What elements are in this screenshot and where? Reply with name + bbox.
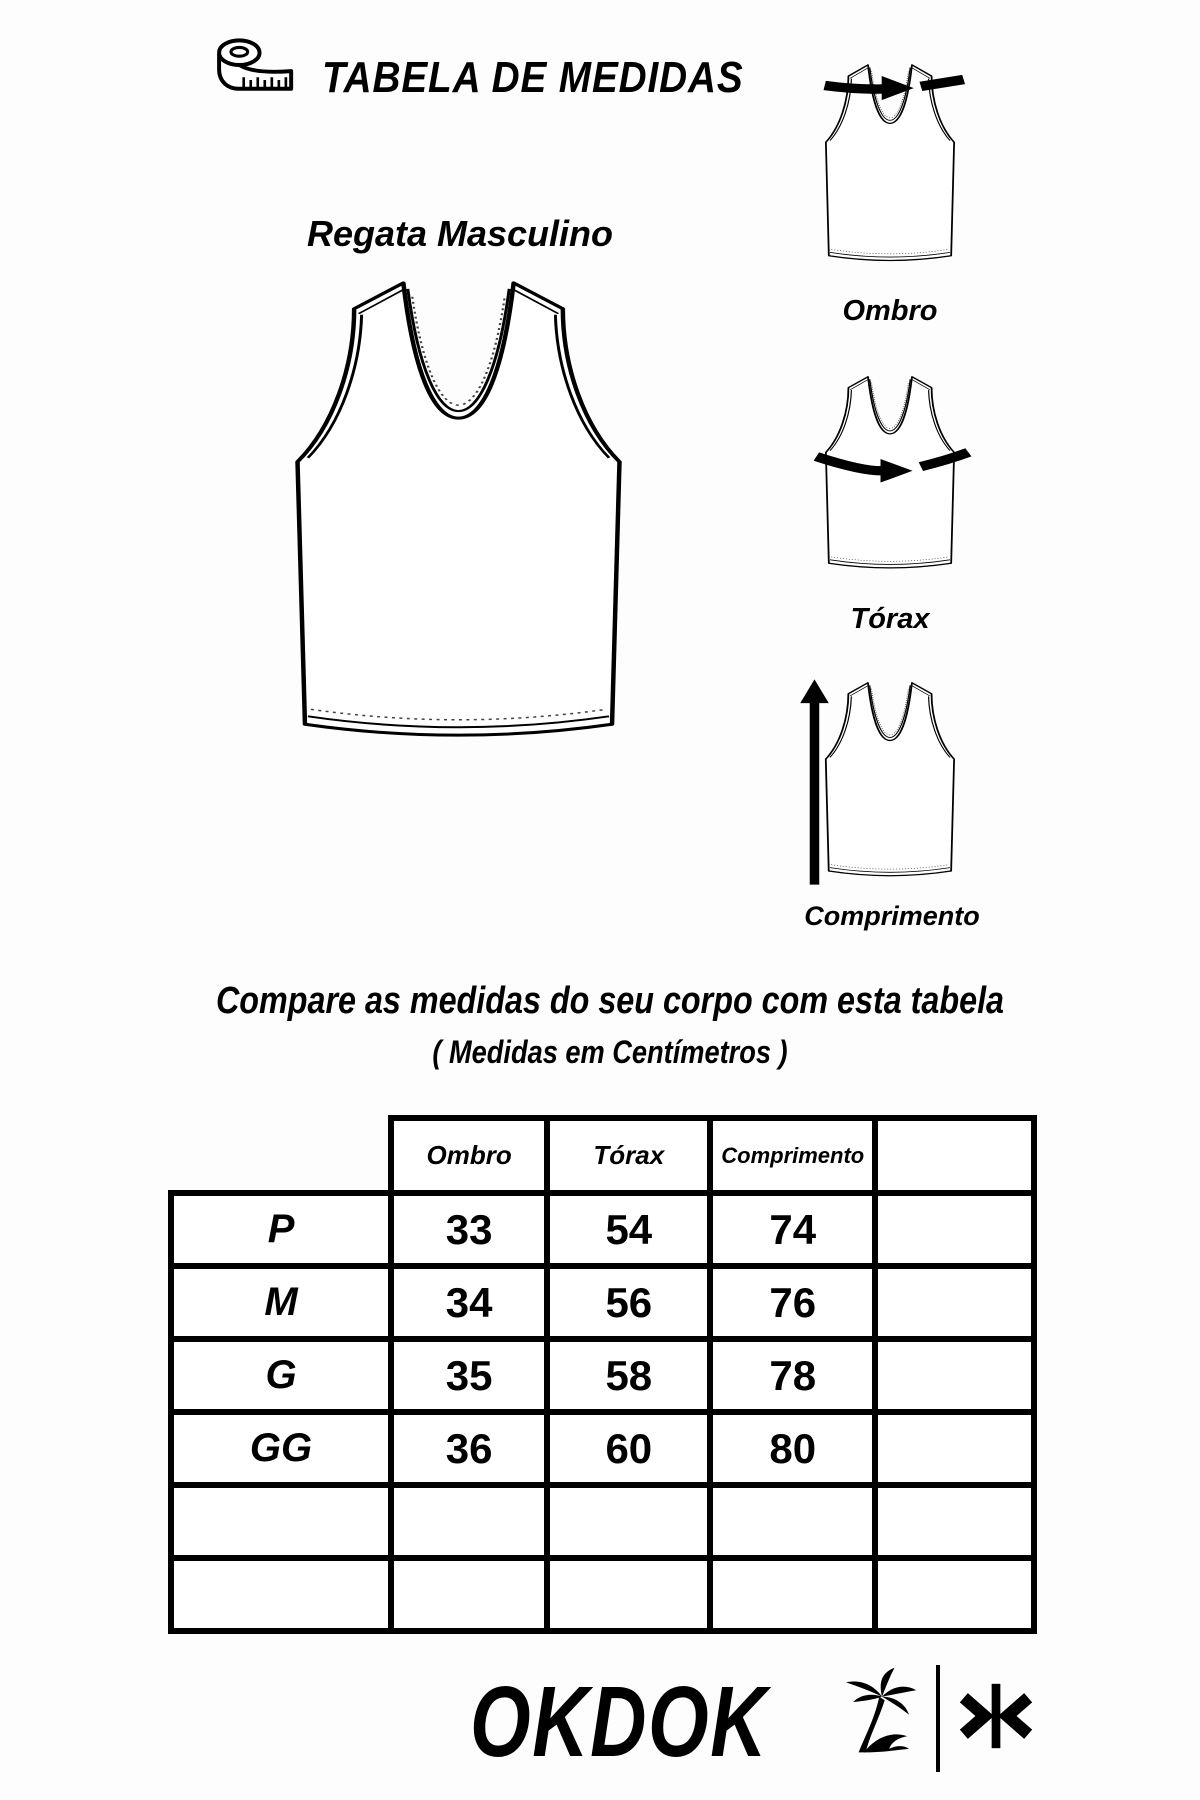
units-note: ( Medidas em Centímetros ) — [432, 1034, 788, 1070]
value-ombro: 33 — [391, 1193, 547, 1266]
table-row-p — [171, 1193, 1034, 1266]
value-extra — [875, 1339, 1034, 1412]
column-header-comprimento: Comprimento — [710, 1118, 875, 1193]
value-torax: 58 — [547, 1339, 710, 1412]
size-label: M — [171, 1266, 391, 1339]
table-row-empty-2 — [171, 1558, 1034, 1631]
value-comprimento: 78 — [710, 1339, 875, 1412]
size-label — [171, 1558, 391, 1631]
value-torax: 60 — [547, 1412, 710, 1485]
value-extra — [875, 1193, 1034, 1266]
value-extra — [875, 1558, 1034, 1631]
table-row-m — [171, 1266, 1034, 1339]
size-label: GG — [171, 1412, 391, 1485]
value-torax: 56 — [547, 1266, 710, 1339]
table-row-empty-1 — [171, 1485, 1034, 1558]
table-header-row — [171, 1118, 1034, 1193]
value-ombro: 35 — [391, 1339, 547, 1412]
value-comprimento: 76 — [710, 1266, 875, 1339]
shoulder-arrow — [825, 76, 964, 100]
measuring-tape-icon — [212, 36, 300, 94]
column-header-ombro: Ombro — [391, 1118, 547, 1193]
value-comprimento — [710, 1558, 875, 1631]
column-header-extra — [875, 1118, 1034, 1193]
value-torax: 54 — [547, 1193, 710, 1266]
table-row-g — [171, 1339, 1034, 1412]
product-name: Regata Masculino — [306, 213, 614, 254]
logo-divider — [936, 1665, 940, 1772]
value-ombro: 34 — [391, 1266, 547, 1339]
value-comprimento — [710, 1485, 875, 1558]
k-mark-icon — [956, 1680, 1036, 1752]
column-header-torax: Tórax — [547, 1118, 710, 1193]
torax-label: Tórax — [850, 603, 930, 635]
size-chart-table — [168, 1115, 1037, 1634]
value-torax — [547, 1485, 710, 1558]
ombro-label: Ombro — [842, 295, 938, 327]
size-label — [171, 1485, 391, 1558]
value-ombro — [391, 1485, 547, 1558]
value-ombro — [391, 1558, 547, 1631]
comprimento-measure-figure — [783, 676, 985, 888]
value-extra — [875, 1412, 1034, 1485]
torax-measure-figure — [795, 370, 985, 580]
compare-instruction: Compare as medidas do seu corpo com esta tabela — [215, 980, 1005, 1022]
comprimento-label: Comprimento — [804, 901, 980, 931]
palm-tree-icon — [828, 1666, 918, 1756]
value-extra — [875, 1485, 1034, 1558]
table-row-gg — [171, 1412, 1034, 1485]
value-comprimento: 80 — [710, 1412, 875, 1485]
value-extra — [875, 1266, 1034, 1339]
value-ombro: 36 — [391, 1412, 547, 1485]
value-torax — [547, 1558, 710, 1631]
length-arrow — [800, 679, 829, 884]
size-label: G — [171, 1339, 391, 1412]
tank-top-illustration — [220, 267, 697, 764]
brand-logo-text: OKDOK — [470, 1666, 769, 1778]
ombro-measure-figure — [795, 58, 985, 273]
size-label: P — [171, 1193, 391, 1266]
value-comprimento: 74 — [710, 1193, 875, 1266]
header-spacer-cell — [171, 1118, 391, 1193]
page-title: TABELA DE MEDIDAS — [322, 53, 744, 102]
